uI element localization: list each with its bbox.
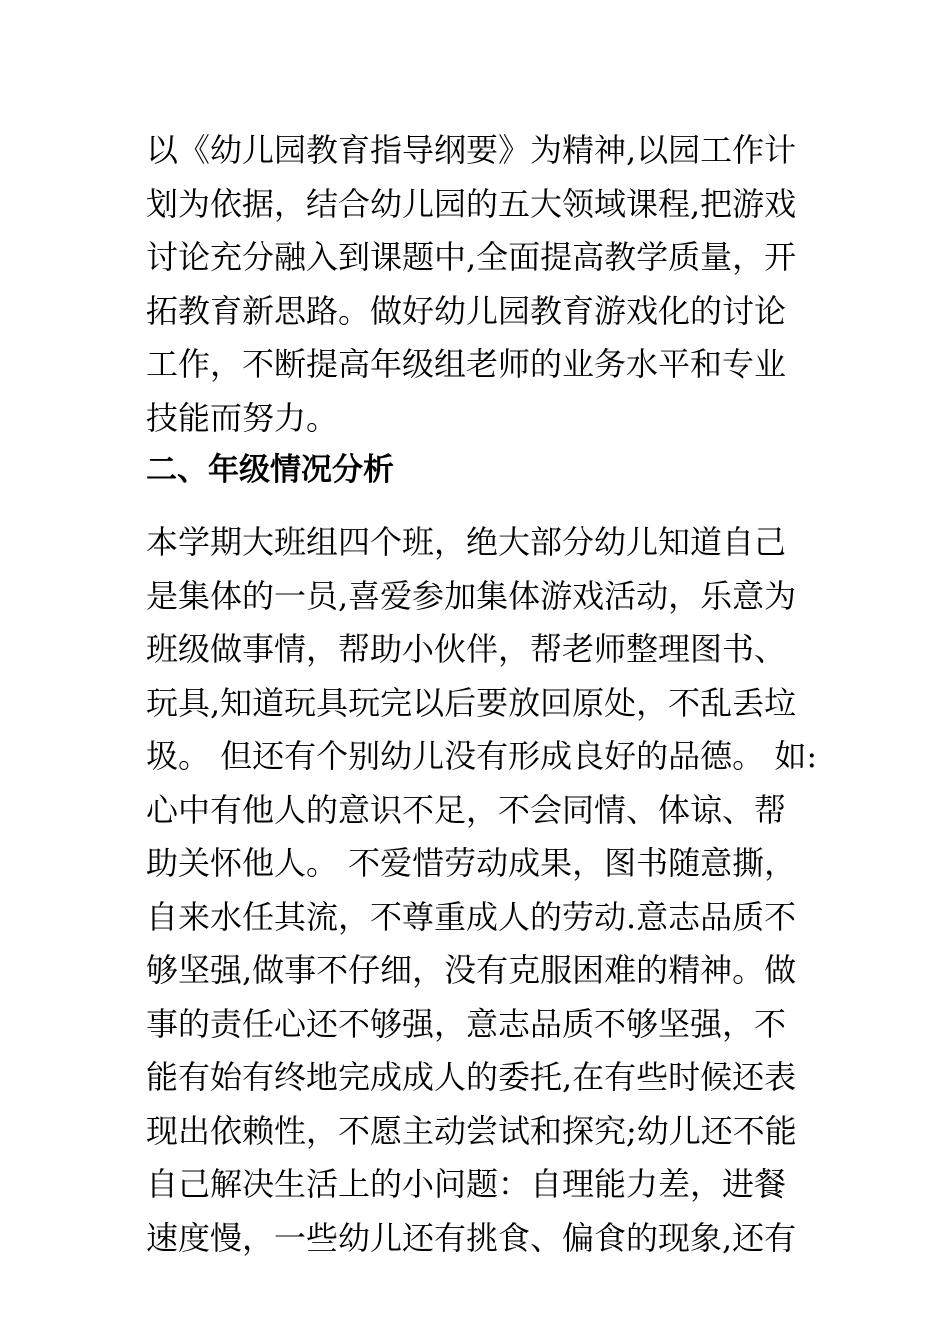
- text-line: 助关怀他人。 不爱惜劳动成果，图书随意撕，: [146, 844, 797, 882]
- text-line: 速度慢，一些幼儿还有挑食、偏食的现象,还有: [146, 1218, 797, 1257]
- text-line: 工作，不断提高年级组老师的业务水平和专业: [146, 345, 787, 383]
- text-line: 是集体的一员,喜爱参加集体游戏活动，乐意为: [146, 576, 797, 615]
- text-line: 技能而努力。: [146, 398, 339, 437]
- text-line: 圾。 但还有个别幼儿没有形成良好的品德。 如:: [146, 737, 818, 775]
- text-line: 玩具,知道玩具玩完以后要放回原处，不乱丢垃: [146, 683, 797, 722]
- text-line: 拓教育新思路。做好幼儿园教育游戏化的讨论: [146, 291, 787, 330]
- text-line: 事的责任心还不够强，意志品质不够坚强，不: [146, 1004, 787, 1043]
- text-line: 班级做事情，帮助小伙伴，帮老师整理图书、: [146, 630, 787, 668]
- text-line: 本学期大班组四个班，绝大部分幼儿知道自己: [146, 523, 787, 561]
- text-line: 心中有他人的意识不足，不会同情、体谅、帮: [146, 790, 787, 829]
- text-line: 划为依据，结合幼儿园的五大领域课程,把游戏: [146, 184, 797, 223]
- text-line: 讨论充分融入到课题中,全面提高教学质量，开: [146, 238, 797, 276]
- paragraph-grade-analysis: [146, 516, 818, 1265]
- paragraph-guidelines: [146, 124, 796, 445]
- text-line: 够坚强,做事不仔细，没有克服困难的精神。做: [146, 951, 797, 989]
- text-line: 自来水任其流，不尊重成人的劳动.意志品质不: [146, 897, 797, 936]
- text-line: 能有始有终地完成成人的委托,在有些时候还表: [146, 1058, 797, 1096]
- text-line: 现出依赖性，不愿主动尝试和探究;幼儿还不能: [146, 1111, 797, 1150]
- text-line: 自己解决生活上的小问题：自理能力差，进餐: [146, 1165, 787, 1203]
- section-heading: 二、年级情况分析: [146, 452, 394, 488]
- text-line: 以《幼儿园教育指导纲要》为精神,以园工作计: [146, 131, 797, 169]
